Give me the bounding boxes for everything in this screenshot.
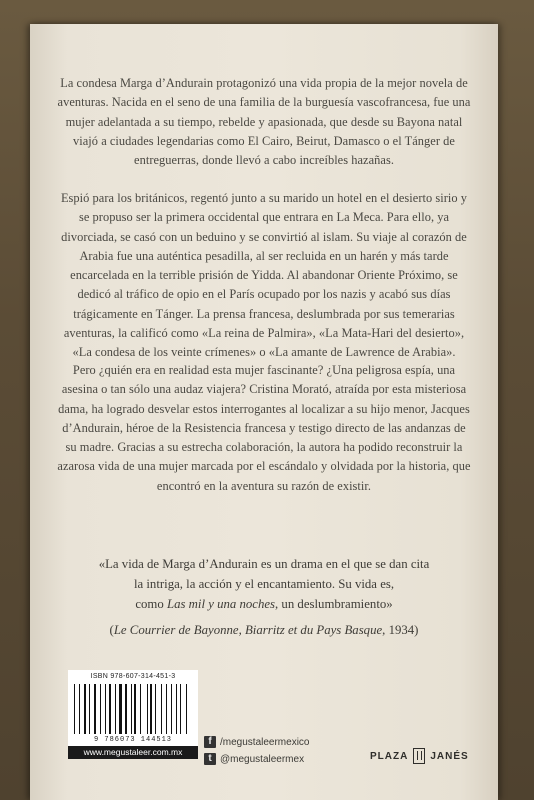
barcode-bar — [142, 684, 144, 734]
barcode-bar — [138, 684, 140, 734]
blurb-paragraph-1: La condesa Marga d’Andurain protagonizó una vida propia de la mejor novela de aventuras. Nacida en el seno de una familia de la burguesía vascofrancesa, fue una mujer adelantada a su tiempo, rebelde y apasionada, que desde su Bayona natal viajó a ciudades legendarias como El Cairo, Beirut, Damasco o el Tánger de entreguerras, donde llevó a cabo increíbles hazañas. — [57, 76, 471, 168]
barcode-bar — [140, 684, 141, 734]
barcode-bars — [74, 684, 192, 734]
barcode-bar — [105, 684, 106, 734]
book-back-cover — [30, 24, 498, 800]
facebook-icon: f — [204, 736, 216, 748]
barcode-bar — [125, 684, 127, 734]
quote-line-1: «La vida de Marga d’Andurain es un drama en el que se dan cita — [98, 557, 430, 571]
publisher-left: PLAZA — [370, 750, 409, 762]
barcode-bar — [183, 684, 185, 734]
quote-line-3-pre: como — [135, 597, 167, 611]
barcode-bar — [87, 684, 88, 734]
publisher-mark-icon — [413, 748, 425, 764]
barcode-bar — [157, 684, 159, 734]
barcode-bar — [115, 684, 116, 734]
barcode-bar — [155, 684, 156, 734]
barcode-bar — [109, 684, 111, 734]
twitter-icon: t — [204, 753, 216, 765]
barcode-bar — [173, 684, 174, 734]
barcode-bar — [132, 684, 133, 734]
barcode-bar — [100, 684, 101, 734]
barcode-bar — [108, 684, 109, 734]
barcode-bar — [117, 684, 119, 734]
barcode-bar — [84, 684, 86, 734]
barcode-bar — [150, 684, 152, 734]
barcode-bar — [154, 684, 155, 734]
barcode-bar — [171, 684, 172, 734]
barcode-bar — [134, 684, 136, 734]
barcode-bar — [180, 684, 181, 734]
blurb-paragraph-3: Pero ¿quién era en realidad esta mujer fascinante? ¿Una peligrosa espía, una asesina o tan sólo una audaz viajera? Cristina Morató, atraída por esta misteriosa dama, ha logrado desvelar estos interrogantes al localizar a su hijo menor, Jacques d’Andurain, héroe de la Resistencia francesa y testigo directo de las andanzas de su madre. Gracias a su estrecha colaboración, la autora ha podido reconstruir la azarosa vida de una mujer marcada por el escándalo y olvidada por la historia, que encontró en la aventura su razón de existir. — [57, 363, 471, 493]
quote-source — [50, 620, 478, 640]
barcode-bar — [178, 684, 179, 734]
barcode-bar — [169, 684, 171, 734]
barcode-bar — [94, 684, 96, 734]
barcode-bar — [74, 684, 75, 734]
quote-line-3-post: , un deslumbramiento» — [275, 597, 393, 611]
blurb-paragraph-2: Espió para los británicos, regentó junto a su marido un hotel en el desierto sirio y se propuso ser la primera occidental que entrara en La Meca. Para ello, ya divorciada, se casó con un beduino y se convirtió al islam. Su viaje al corazón de Arabia fue una auténtica pesadilla, al ser recluida en un harén y más tarde encarcelada en la terrible prisión de Yidda. Al abandonar Oriente Próximo, se dedicó al tráfico de opio en el París ocupado por los nazis y acabó sus días trágicamente en Tánger. La prensa francesa, deslumbrada por sus temerarias aventuras, la calificó como «La reina de Palmira», «La Mata-Hari del desierto», «La condesa de los veinte crímenes» o «La amante de Lawrence de Arabia». — [60, 191, 468, 360]
barcode-bar — [186, 684, 187, 734]
quote-source-open: ( — [109, 623, 114, 637]
barcode-bar — [92, 684, 94, 734]
isbn-label: ISBN 978-607-314-451-3 — [90, 673, 176, 680]
barcode-bar — [176, 684, 178, 734]
barcode-digits: 9 786073 144513 — [93, 736, 172, 744]
barcode-bar — [161, 684, 162, 734]
twitter-handle — [204, 753, 304, 765]
barcode-bar — [128, 684, 129, 734]
barcode-bar — [147, 684, 148, 734]
publisher-right: JANÉS — [430, 750, 469, 762]
barcode-bar — [166, 684, 167, 734]
barcode-bar — [148, 684, 149, 734]
barcode-bar — [97, 684, 98, 734]
quote-source-title: Le Courrier de Bayonne, Biarritz et du Pays Basque — [113, 623, 383, 637]
facebook-text: /megustaleermexico — [220, 736, 310, 748]
barcode-bar — [112, 684, 113, 734]
barcode — [68, 670, 198, 746]
press-quote — [50, 554, 478, 614]
barcode-bar — [131, 684, 132, 734]
barcode-bar — [79, 684, 81, 734]
barcode-bar — [188, 684, 190, 734]
barcode-bar — [81, 684, 82, 734]
quote-line-3-title: Las mil y una noches — [166, 597, 276, 611]
quote-line-2: la intriga, la acción y el encantamiento. Su vida es, — [133, 577, 395, 591]
barcode-bar — [119, 684, 121, 734]
publisher-logo — [370, 748, 469, 764]
barcode-bar — [102, 684, 104, 734]
barcode-bar — [124, 684, 125, 734]
website-url: www.megustaleer.com.mx — [68, 746, 198, 759]
barcode-bar — [77, 684, 78, 734]
twitter-text: @megustaleermex — [220, 753, 305, 765]
quote-source-close: , 1934) — [382, 623, 419, 637]
barcode-bar — [163, 684, 165, 734]
barcode-bar — [89, 684, 90, 734]
facebook-handle — [204, 736, 309, 748]
